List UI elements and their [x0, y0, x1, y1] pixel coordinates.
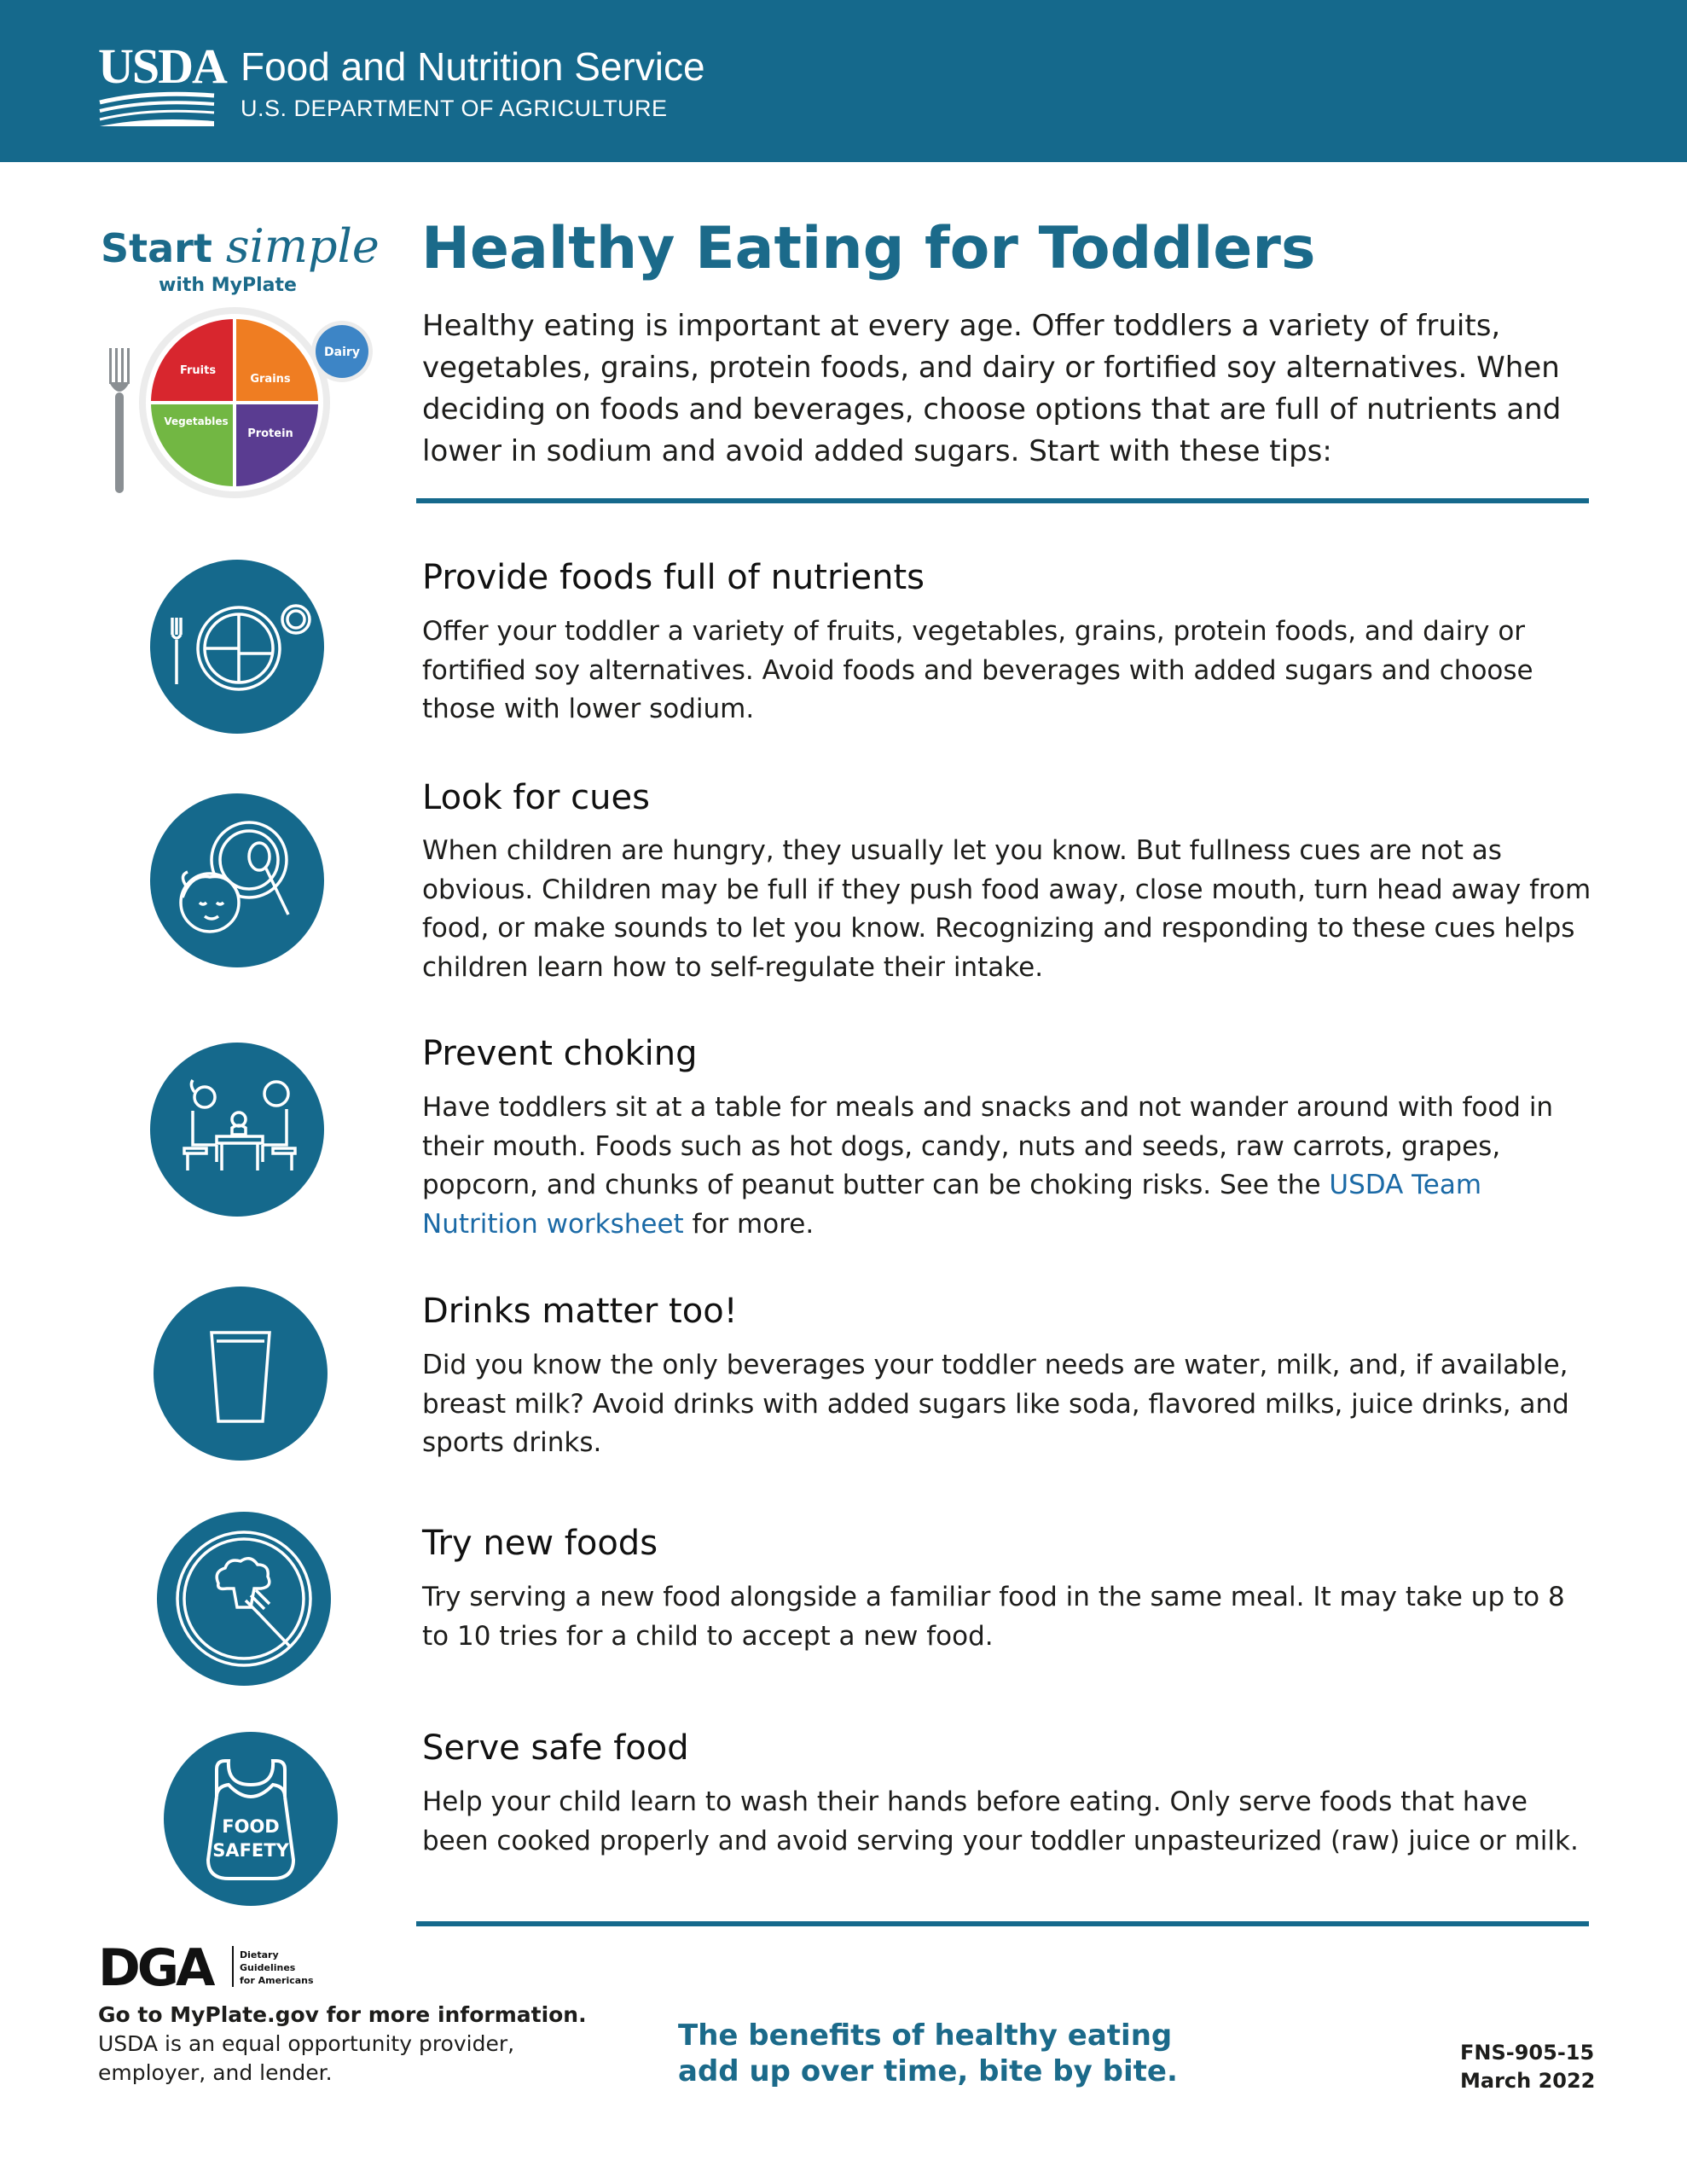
tip-body — [422, 1089, 1599, 1244]
top-divider — [416, 498, 1589, 503]
tip-body: Try serving a new food alongside a familiar food in the same meal. It may take up to 8 to 10 tries for a child to accept a new food. — [422, 1582, 1565, 1652]
usda-logo-text: USDA — [98, 38, 226, 94]
tip-body-text: Have toddlers sit at a table for meals and snacks and not wander around with food in their mouth. Foods such as hot dogs, candy, nuts and seeds, raw carrots, grapes, popcorn, and chunks of peanut butter can be choking risks. See the — [422, 1092, 1554, 1200]
tip-body: Did you know the only beverages your toddler needs are water, milk, and, if available, breast milk? Avoid drinks with added sugars like soda, flavored milks, juice drinks, and sports drinks. — [422, 1350, 1569, 1458]
publication-date: March 2022 — [1460, 2069, 1596, 2093]
dga-text-1: Dietary — [240, 1949, 279, 1960]
tagline-line-2: add up over time, bite by bite. — [678, 2054, 1178, 2088]
food-safety-label-1: FOOD — [222, 1816, 280, 1837]
tip-heading: Drinks matter too! — [422, 1292, 738, 1331]
tip-body-text-end: for more. — [683, 1208, 815, 1240]
footer-tagline — [678, 2018, 1178, 2089]
protein-segment — [235, 403, 318, 486]
tip-heading: Look for cues — [422, 778, 650, 817]
child-spoon-icon — [150, 793, 324, 967]
usda-team-nutrition-link[interactable]: USDA Team Nutrition worksheet — [422, 1170, 1482, 1240]
tip-body: Offer your toddler a variety of fruits, vegetables, grains, protein foods, and dairy or fortified soy alternatives. Avoid foods and beverages with added sugars and choose those with lower sodium. — [422, 616, 1533, 724]
page-title: Healthy Eating for Toddlers — [421, 215, 1316, 282]
equal-opportunity-1: USDA is an equal opportunity provider, — [98, 2031, 515, 2056]
fruits-segment — [151, 319, 235, 403]
with-myplate — [159, 275, 297, 296]
family-table-icon — [150, 1043, 324, 1217]
publication-code: FNS-905-15 — [1460, 2041, 1595, 2065]
dga-logo-text: DGA — [98, 1941, 212, 1992]
start-text: Start — [101, 225, 212, 271]
goto-suffix: .gov for more information. — [267, 2002, 587, 2027]
with-text: with — [159, 275, 206, 296]
tip-body: When children are hungry, they usually let you know. But fullness cues are not as obvious. Children may be full if they push food away, close mouth, turn head away from food, or make sounds to let you know. Recognizing and responding to these cues helps children learn how to self-regulate their intake. — [422, 835, 1591, 983]
tagline-line-1: The benefits of healthy eating — [678, 2018, 1173, 2053]
department-name: U.S. DEPARTMENT OF AGRICULTURE — [241, 96, 668, 121]
tip-heading: Prevent choking — [422, 1034, 698, 1073]
myplate-icon — [102, 307, 384, 503]
goto-prefix: Go to — [98, 2002, 171, 2027]
tip-heading: Try new foods — [422, 1524, 658, 1563]
tip-heading: Provide foods full of nutrients — [422, 558, 925, 597]
equal-opportunity-2: employer, and lender. — [98, 2060, 333, 2085]
bottom-divider — [416, 1921, 1589, 1926]
footer-code — [1460, 2039, 1595, 2095]
intro-paragraph: Healthy eating is important at every age. Offer toddlers a variety of fruits, vegetables, grains, protein foods, and dairy or fortified soy alternatives. When deciding on foods and beverages, choose options that are full of nutrients and lower in sodium and avoid added sugars. Start with these tips: — [422, 309, 1562, 468]
simple-text: simple — [225, 219, 380, 273]
dga-text-2: Guidelines — [240, 1962, 296, 1973]
fruits-label: Fruits — [179, 364, 217, 377]
myplate-goto — [98, 2001, 587, 2030]
protein-label: Protein — [247, 427, 293, 440]
grains-segment — [235, 319, 318, 403]
tip-heading: Serve safe food — [422, 1728, 689, 1768]
tip-body: Help your child learn to wash their hands before eating. Only serve foods that have been cooked properly and avoid serving your toddler unpasteurized (raw) juice or milk. — [422, 1786, 1579, 1856]
broccoli-fork-icon — [157, 1512, 331, 1686]
dga-logo — [98, 1941, 337, 1992]
header-banner — [0, 0, 1687, 162]
start-simple-logo — [101, 219, 380, 273]
plate-icon — [150, 560, 324, 734]
fork-icon — [109, 348, 130, 493]
dga-text-3: for Americans — [240, 1975, 314, 1986]
vegetables-label: Vegetables — [164, 415, 229, 427]
agency-name: Food and Nutrition Service — [241, 44, 705, 89]
dairy-label: Dairy — [324, 346, 360, 359]
myplate-link[interactable]: MyPlate — [170, 2002, 268, 2027]
myplate-text: MyPlate — [211, 275, 297, 296]
usda-logo-hills-icon — [98, 89, 217, 126]
usda-logo — [98, 38, 226, 126]
bib-icon — [164, 1732, 338, 1906]
footer-info — [98, 2001, 587, 2088]
glass-icon — [154, 1287, 328, 1461]
food-safety-label-2: SAFETY — [212, 1840, 289, 1861]
grains-label: Grains — [250, 373, 291, 386]
